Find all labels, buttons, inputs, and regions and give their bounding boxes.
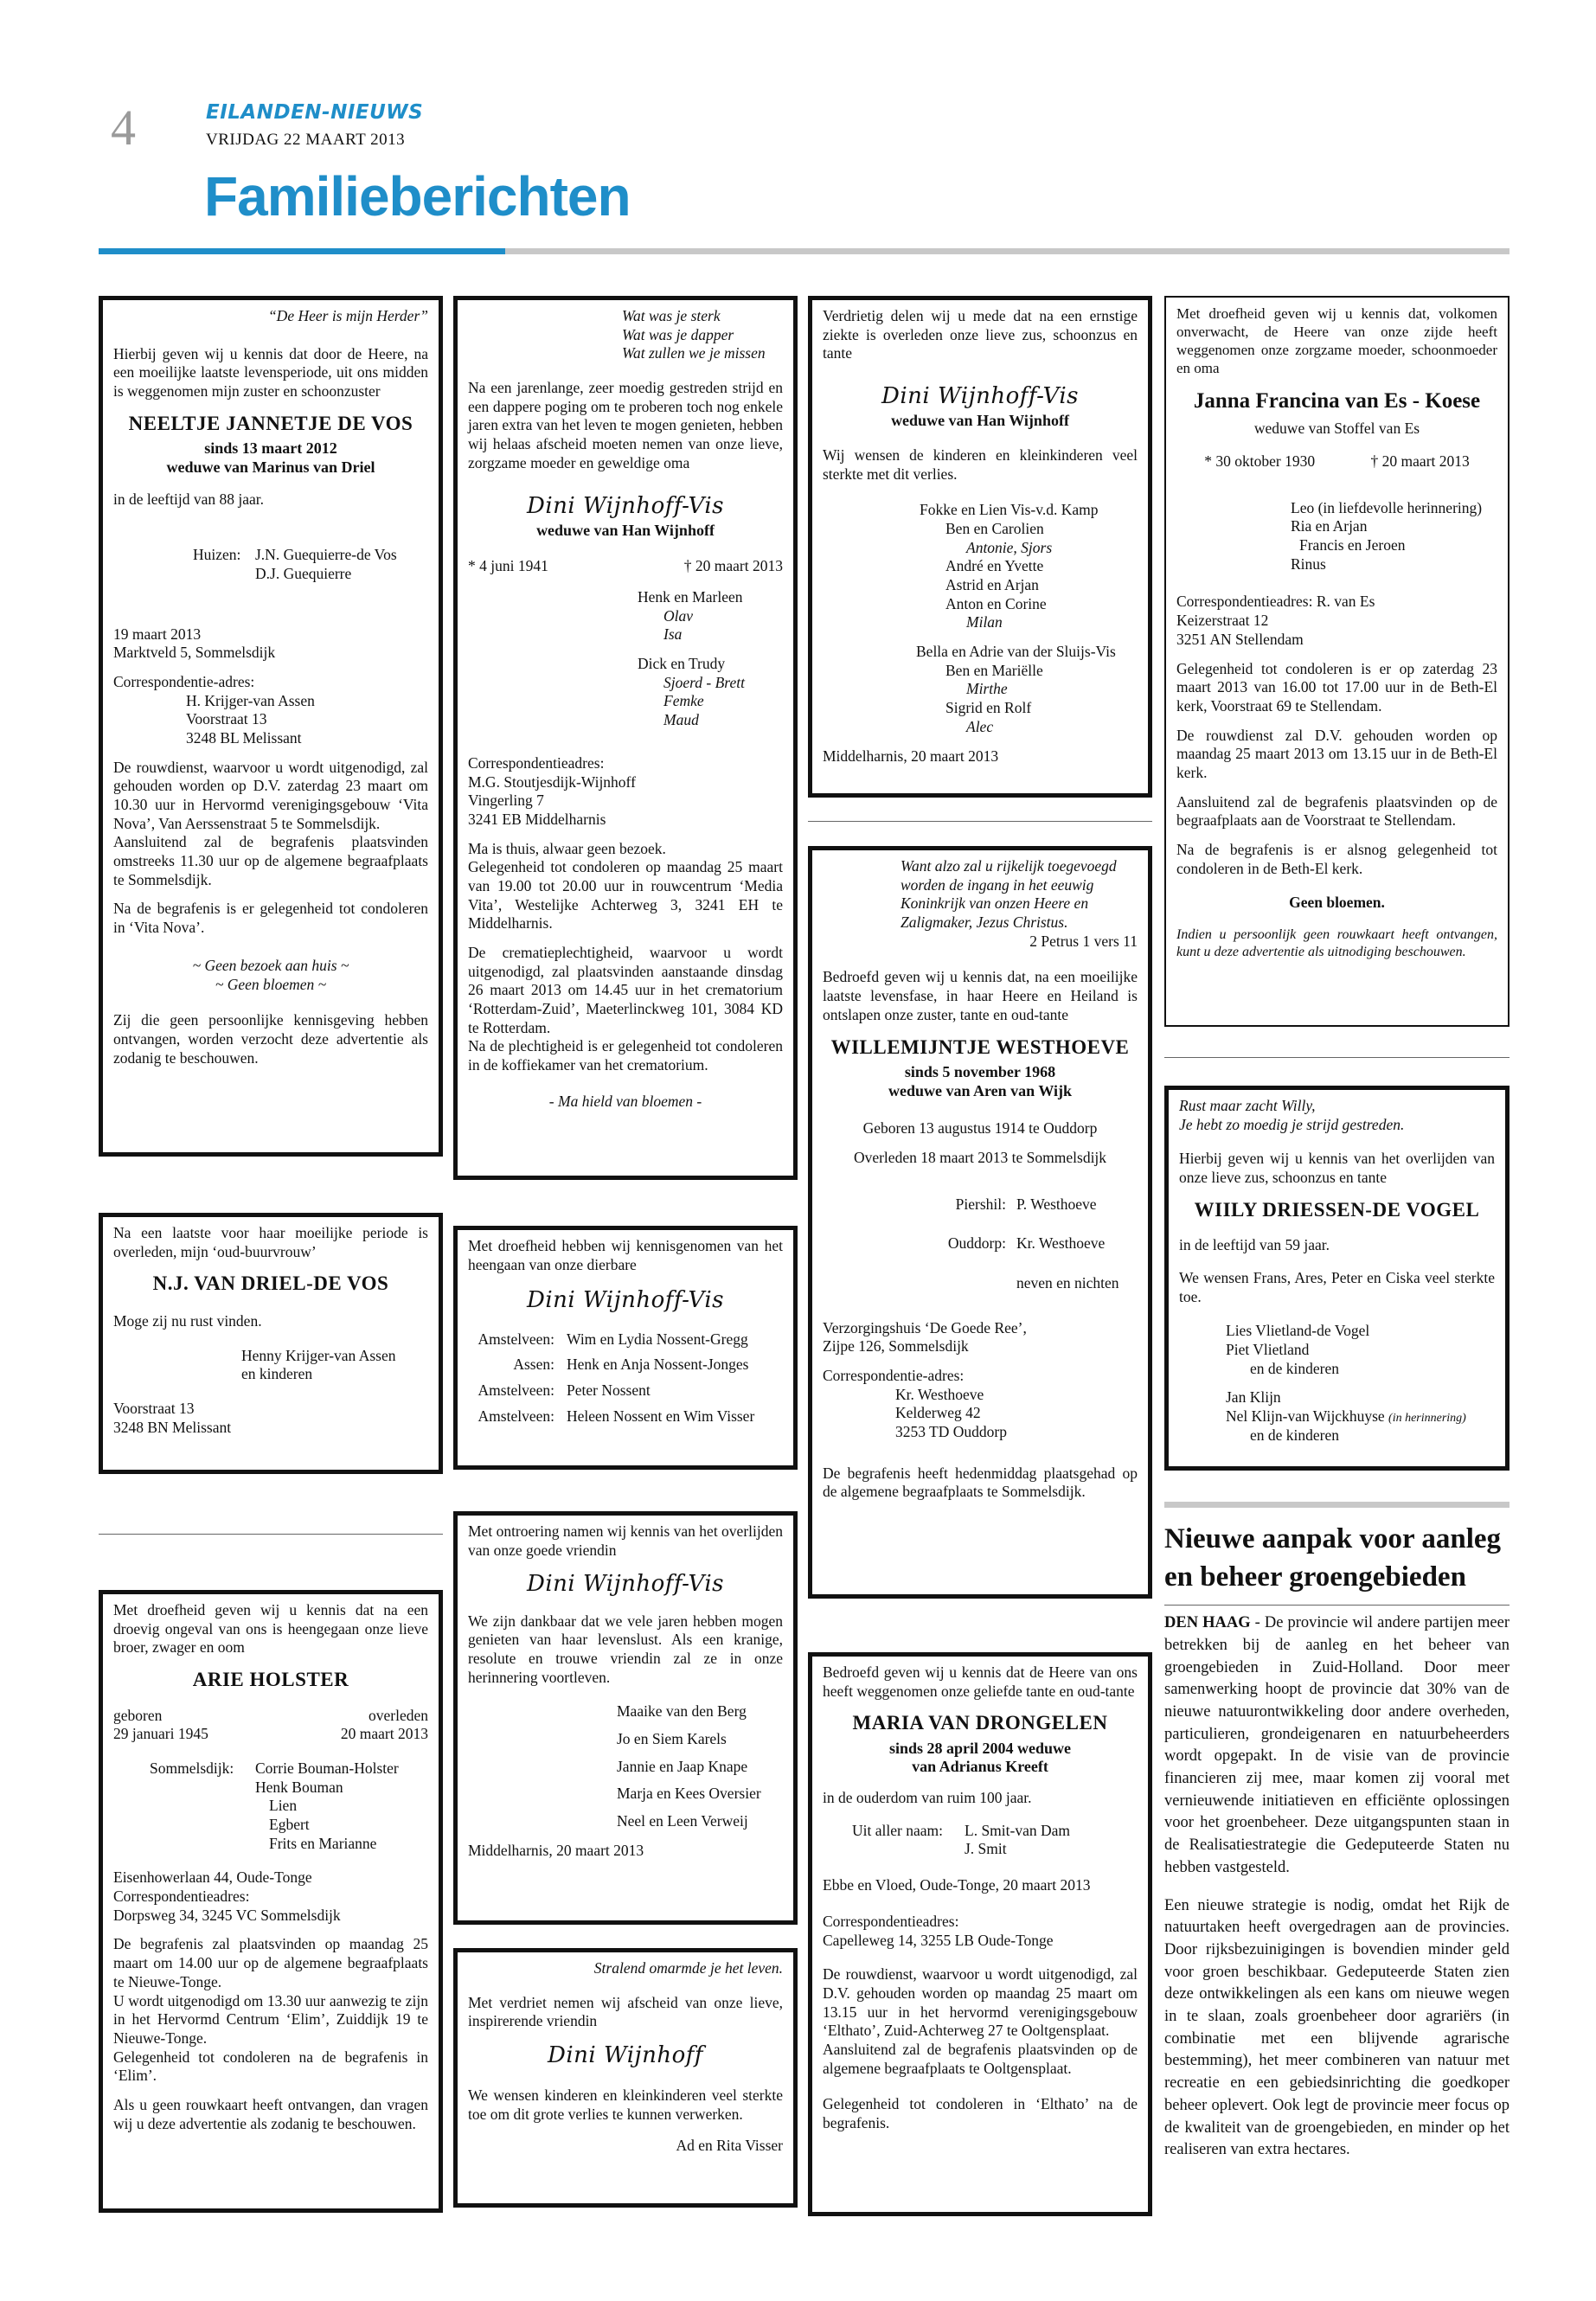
widow-of: weduwe van Marinus van Driel [166,458,375,476]
article-title-line: en beheer groengebieden [1164,1561,1466,1593]
family-name: Frits en Marianne [269,1834,377,1852]
born-label: geboren [113,1706,163,1724]
family-name: Anton en Corine [945,594,1047,612]
place-date: Ebbe en Vloed, Oude-Tonge, 20 maart 2013 [823,1876,1091,1894]
family-list [1176,499,1497,574]
family-name: Lies Vlietland-de Vogel [1226,1322,1370,1340]
notice-quote: “De Heer is mijn Herder” [267,307,428,324]
corr-line: 3241 EB Middelharnis [468,810,606,828]
masthead-logo: EILANDEN-NIEUWS [206,101,424,124]
died-label: overleden [369,1706,428,1724]
condole-info: Na de begrafenis is er gelegenheid tot condoleren in ‘Vita Nova’. [113,900,428,937]
notice-intro: Bedroefd geven wij u kennis dat de Heere van ons heeft weggenomen onze geliefde tante en oud-tante [823,1663,1138,1700]
friend-name: Jo en Siem Karels [617,1730,727,1748]
family-name: L. Smit-van Dam [965,1821,1070,1839]
family-name: Henk en Anja Nossent-Jonges [567,1356,749,1374]
notice-intro: Met verdriet nemen wij afscheid van onze lieve, inspirerende vriendin [468,1993,783,2030]
notice-intro: Met droefheid geven wij u kennis dat na een droevig ongeval van ons is heengegaan onze lieve broer, zwager en oom [113,1601,428,1657]
signature: Henny Krijger-van Assen [241,1346,396,1364]
deceased-name: WIILY DRIESSEN-DE VOGEL [1194,1198,1480,1221]
age-text: in de leeftijd van 59 jaar. [1179,1236,1330,1254]
child-name: Henk en Marleen [638,588,743,606]
family-name: J. Smit [965,1840,1007,1858]
corr-label: Correspondentieadres: [823,1912,959,1930]
bible-reference: 2 Petrus 1 vers 11 [1029,932,1138,950]
notice-intro: Met droefheid geven wij u kennis dat, volkomen onverwacht, de Heere van onze zijde heeft weggenomen onze zorgzame moeder, schoonmoeder en oma [1176,305,1497,377]
family-name: Mirthe [966,680,1008,698]
quote-line: Wat zullen we je missen [622,344,766,362]
life-dates [113,1707,428,1744]
died-date: † 20 maart 2013 [1370,452,1470,470]
widow-of: weduwe van Aren van Wijk [888,1081,1073,1099]
grandchild-name: Maud [663,711,699,729]
notice-intro: Verdrietig delen wij u mede dat na een ernstige ziekte is overleden onze lieve zus, schoonzus en tante [823,307,1138,362]
notice-westhoeve [808,846,1152,1599]
place-label: Huizen: [193,546,241,564]
flowers-line: - Ma hield van bloemen - [548,1092,702,1110]
widow-of: weduwe van Han Wijnhoff [891,412,1069,430]
family-name: André en Yvette [945,557,1044,575]
family-name: Wim en Lydia Nossent-Gregg [567,1330,748,1348]
place-date: Middelharnis, 20 maart 2013 [468,1841,644,1859]
family-name: Ria en Arjan [1291,517,1368,535]
cremation-info: De crematieplechtigheid, waarvoor u wordt uitgenodigd, zal plaatsvinden aanstaande dinsdag 26 maart 2013 om 14.45 uur in het crematorium ‘Rotterdam-Zuid’, Maeterlinckweg 101, 3084 KD te Rotterdam. [468,944,783,1036]
place-label: Assen: [513,1356,554,1374]
notice-holster [99,1590,443,2213]
deceased-name-script: Dini Wijnhoff-Vis [527,492,724,519]
notice-dini-family [453,296,798,1180]
quote-line: Wat was je sterk [622,307,721,324]
service-info: De rouwdienst zal D.V. gehouden worden op maandag 25 maart 2013 om 13.15 uur in de Beth-El kerk. [1176,726,1497,781]
age-text: in de leeftijd van 88 jaar. [113,490,264,509]
after-info: Na de begrafenis is er alsnog gelegenheid tot condoleren in de Beth-El kerk. [1176,841,1497,877]
article-paragraph [1164,1612,1509,1879]
notice-intro: Na een laatste voor haar moeilijke periode is overleden, mijn ‘oud-buurvrouw’ [113,1224,428,1260]
notice-intro: Na een jarenlange, zeer moedig gestreden strijd en een dappere poging om te proberen toch nog enkele jaren extra van het leven te mogen genieten, hebben wij helaas afscheid moeten nemen van onze lieve, zorgzame moeder en geweldige oma [468,379,783,471]
notice-intro: Met ontroering namen wij kennis van het overlijden van onze goede vriendin [468,1522,784,1559]
family-name: Antonie, Sjors [966,538,1053,556]
date-line: 19 maart 2013 [113,625,202,643]
family-name: J.N. Guequierre-de Vos [255,546,397,564]
notice-driessen [1164,1086,1509,1471]
notice-quote: Stralend omarmde je het leven. [593,1959,783,1977]
corr-line: 3253 TD Ouddorp [895,1423,1007,1441]
age-text: in de ouderdom van ruim 100 jaar. [823,1789,1032,1807]
corr-label: Correspondentieadres: [468,753,605,772]
born-block [113,1707,208,1744]
corr-line: 3251 AN Stellendam [1176,630,1304,648]
family-row [468,1330,783,1349]
header-rule-blue [99,248,505,254]
place-label: Uit aller naam: [852,1821,943,1839]
burial-info: Aansluitend zal de begrafenis plaatsvinden op de begraafplaats aan de Voorstraat te Stellendam. [1176,792,1497,830]
notice-dini-nossent [453,1226,798,1470]
place-label: Amstelveen: [478,1407,554,1425]
notice-dini-visser [453,1948,798,2208]
deceased-name-script: Dini Wijnhoff [547,2042,704,2069]
family-name: en de kinderen [1250,1426,1340,1444]
no-flowers: Geen bloemen. [1289,894,1385,912]
quote-block [823,857,1138,933]
notice-dini-vis-family [808,296,1152,798]
family-name: Leo (in liefdevolle herinnering) [1291,498,1483,516]
friend-name: Jannie en Jaap Knape [617,1757,748,1775]
article-paragraph: Een nieuwe strategie is nodig, omdat het Rijk de natuurtaken heeft overgedragen aan de provincies. Door rijksbezuinigingen is bovendien minder geld voor groen beschikbaar. Gedeputeerde Staten zien deze ontwikkelingen als een kans om nieuwe wegen in te slaan, zoals groenbeheer door agrariërs (in combinatie met een blijvende agrarische bestemming), het meer combineren van natuur met recreatie en een gebiedsinrichting die goedkoper beheer oplevert. Ook legt de provincie meer focus op de kwaliteit van de groengebieden, en minder op het realiseren van extra hectares. [1164,1896,1509,2159]
deceased-name: N.J. VAN DRIEL-DE VOS [152,1272,389,1295]
condole-info: Gelegenheid tot condoleren is er op zaterdag 23 maart 2013 van 16.00 tot 17.00 uur in de Beth-El kerk, Voorstraat 69 te Stellendam. [1176,659,1497,715]
corr-line: Capelleweg 14, 3255 LB Oude-Tonge [823,1931,1054,1949]
no-flowers: ~ Geen bloemen ~ [215,975,327,993]
article-dateline: DEN HAAG [1164,1614,1251,1632]
died-block [341,1707,428,1744]
corr-label: Correspondentie-adres: [823,1367,965,1385]
article-text: - De provincie wil andere partijen meer betrekken bij de aanleg en het beheer van groengebieden in Zuid-Holland. Door meer samenwerking hoopt de provincie dat 30% van de nieuwe natuurontwikkeling door andere overheden, particulieren, grondeigenaren en natuurbeheerders wordt opgepakt. In de visie van de provincie financieren zij mee, maar komen zij vooral met vernieuwende initiatieven en efficiënte oplossingen voor het groenbeheer. Deze uitgangspunten staan in de Realisatiestrategie die Gedeputeerde Staten nu hebben vastgesteld. [1164,1614,1509,1876]
column-separator [99,1534,443,1535]
family-name: Francis en Jeroen [1299,536,1406,554]
corr-label: Correspondentieadres: [113,1888,250,1906]
family-row [468,1356,783,1375]
family-name: Kr. Westhoeve [1016,1234,1106,1253]
corr-line: H. Krijger-van Assen [186,691,315,709]
died-info: Overleden 18 maart 2013 te Sommelsdijk [853,1148,1107,1166]
friend-name: Marja en Kees Oversier [617,1785,761,1803]
article-rule-grey [1164,1502,1509,1508]
quote-line: Wat was je dapper [622,325,734,343]
memorial-note: (in herinnering) [1388,1412,1466,1426]
family-name: Sigrid en Rolf [945,699,1032,717]
quote-line: Want alzo zal u rijkelijk toegevoegd [901,857,1117,875]
friend-name: Neel en Leen Verweij [617,1812,748,1830]
widow-of: weduwe van Stoffel van Es [1253,420,1420,438]
condole-info: Gelegenheid tot condoleren in ‘Elthato’ na de begrafenis. [823,2095,1138,2132]
deceased-name-script: Dini Wijnhoff-Vis [527,1571,724,1598]
burial-info: De begrafenis zal plaatsvinden op maandag 25 maart om 14.00 uur op de algemene begraafplaats te Nieuwe-Tonge. [113,1935,428,1990]
quote-line: Koninkrijk van onzen Heere en [901,894,1089,913]
corr-line: Kelderweg 42 [895,1404,981,1422]
notice-van-es-koese [1164,296,1509,1027]
article-groengebieden [1164,1521,1509,2172]
service-info: De rouwdienst, waarvoor u wordt uitgenodigd, zal D.V. gehouden worden op maandag 25 maart om 13.15 uur in het hervormd verenigingsgebouw ‘Elthato’, Zuid-Achterweg 27 te Ooltgensplaat. [823,1965,1138,2040]
burial-info: Aansluitend zal de begrafenis plaatsvinden op de algemene begraafplaats te Ooltgensplaat. [823,2040,1138,2077]
notice-intro: Bedroefd geven wij u kennis dat, na een moeilijke laatste levensfase, in haar Heere en Heiland is ontslapen onze zuster, tante en oud-tante [823,968,1138,1023]
life-dates [1176,452,1497,471]
family-names [255,546,397,583]
page-number: 4 [111,99,136,156]
born-date: 29 januari 1945 [113,1725,208,1743]
place-label: Amstelveen: [478,1381,554,1399]
family-list [1179,1322,1495,1445]
family-name: Egbert [269,1816,310,1834]
service-info: De rouwdienst, waarvoor u wordt uitgenodigd, zal gehouden worden op D.V. zaterdag 23 maart om 10.30 uur in Hervormd verenigingsgebouw ‘Vita Nova’, Van Aerssenstraat 5 te Sommelsdijk. [113,758,428,832]
place-label: Ouddorp: [947,1234,1006,1253]
corr-line: Correspondentieadres: R. van Es [1176,593,1375,611]
family-name: Milan [966,613,1003,631]
friend-name: Maaike van den Berg [617,1702,747,1721]
notice-intro: Hierbij geven wij u kennis dat door de Heere, na een moeilijke laatste levensperiode, uit ons midden is weggenomen mijn zuster en schoonzuster [113,344,428,401]
gather-info: U wordt uitgenodigd om 13.30 uur aanwezig te zijn in het Hervormd Centrum ‘Elim’, Zuiddijk 19 te Nieuwe-Tonge. [113,1991,428,2047]
widow-since: sinds 13 maart 2012 [204,439,337,458]
notice-note: Zij die geen persoonlijke kennisgeving hebben ontvangen, worden verzocht deze advertentie als zodanig te beschouwen. [113,1011,428,1067]
corr-line: Vingerling 7 [468,792,544,810]
died-date: † 20 maart 2013 [683,557,783,575]
family-name: Fokke en Lien Vis-v.d. Kamp [920,501,1099,519]
family-name: Rinus [1291,554,1326,573]
notice-note: Als u geen rouwkaart heeft ontvangen, dan vragen wij u deze advertentie als zodanig te beschouwen. [113,2095,428,2132]
family-name: Corrie Bouman-Holster [255,1759,399,1777]
grandchild-name: Femke [663,692,704,710]
widow-of: weduwe van Han Wijnhoff [536,521,715,539]
rest-text: Moge zij nu rust vinden. [113,1311,262,1330]
family-row [468,1407,783,1426]
born-date: * 4 juni 1941 [468,557,548,575]
born-date: * 30 oktober 1930 [1204,452,1316,470]
signature: en kinderen [241,1365,313,1383]
widow-of: van Adrianus Kreeft [912,1758,1048,1776]
signature: Ad en Rita Visser [676,2136,783,2154]
issue-date: VRIJDAG 22 MAART 2013 [206,131,406,149]
family-list [823,501,1138,736]
grandchild-name: Olav [663,606,694,625]
article-title-rule [1164,1605,1509,1606]
family-name: Henk Bouman [255,1778,343,1796]
child-name: Dick en Trudy [638,655,726,673]
burial-info: Aansluitend zal de begrafenis plaatsvinden omstreeks 11.30 uur op de algemene begraafplaats te Sommelsdijk. [113,833,428,888]
family-name: Jan Klijn [1226,1388,1281,1407]
deceased-name: MARIA VAN DRONGELEN [852,1712,1108,1734]
notice-wish: Wij wensen de kinderen en kleinkinderen veel sterkte met dit verlies. [823,445,1138,483]
column-separator [1164,1057,1509,1058]
born-info: Geboren 13 augustus 1914 te Ouddorp [862,1119,1098,1138]
after-info: Na de plechtigheid is er gelegenheid tot condoleren in de koffiekamer van het crematorium. [468,1037,783,1074]
notice-van-drongelen [808,1652,1152,2216]
family-name-row [1226,1407,1495,1426]
place-label: Sommelsdijk: [150,1759,234,1777]
quote-line: Je hebt zo moedig je strijd gestreden. [1179,1115,1405,1133]
notice-intro: Hierbij geven wij u kennis van het overlijden van onze lieve zus, schoonzus en tante [1179,1150,1495,1187]
deceased-name: Janna Francina van Es - Koese [1193,389,1481,413]
family-row [468,1381,783,1400]
notice-de-vos [99,296,443,1157]
family-name: Lien [269,1797,298,1815]
deceased-name: WILLEMIJNTJE WESTHOEVE [830,1035,1130,1058]
burial-info: De begrafenis heeft hedenmiddag plaatsgehad op de algemene begraafplaats te Sommelsdijk. [823,1464,1138,1501]
quote-line: Zaligmaker, Jezus Christus. [901,913,1068,932]
home-address: Eisenhowerlaan 44, Oude-Tonge [113,1868,312,1887]
widow-since: sinds 5 november 1968 [904,1063,1056,1081]
article-title-line: Nieuwe aanpak voor aanleg [1164,1523,1502,1554]
family-names [965,1822,1070,1859]
relatives: neven en nichten [1016,1273,1119,1292]
grandchild-name: Isa [663,625,683,644]
deceased-name-script: Dini Wijnhoff-Vis [881,383,1079,410]
notice-body: We zijn dankbaar dat we vele jaren hebben mogen genieten van haar levenslust. Als een kranige, resolute en trouwe vriendin zal ze in onze herinnering voortleven. [468,1612,783,1686]
family-name: Nel Klijn-van Wijckhuyse [1226,1407,1385,1426]
corr-line: 3248 BL Melissant [186,728,302,747]
family-huizen [113,546,428,583]
deceased-name: ARIE HOLSTER [192,1669,349,1691]
home-address: Marktveld 5, Sommelsdijk [113,644,276,662]
family-name: Piet Vlietland [1226,1341,1310,1359]
grandchild-name: Sjoerd - Brett [663,673,745,691]
home-line: Verzorgingshuis ‘De Goede Ree’, [823,1318,1027,1336]
notice-dini-friends [453,1511,798,1925]
deceased-name: NEELTJE JANNETJE DE VOS [128,412,413,434]
home-info: Ma is thuis, alwaar geen bezoek. [468,839,666,857]
condole-info: Gelegenheid tot condoleren op maandag 25 maart van 19.00 tot 20.00 uur in rouwcentrum ‘Media Vita’, Westelijke Achterweg 3, 3241 EH te Middelharnis. [468,858,783,933]
family-name: Alec [966,717,994,735]
notice-note: Indien u persoonlijk geen rouwkaart heeft ontvangen, kunt u deze advertentie als uitnodiging beschouwen. [1176,927,1497,959]
corr-line: M.G. Stoutjesdijk-Wijnhoff [468,772,636,791]
family-name: Astrid en Arjan [945,576,1039,594]
family-row [823,1234,1138,1253]
no-visit: ~ Geen bezoek aan huis ~ [192,956,349,974]
corr-line: Dorpsweg 34, 3245 VC Sommelsdijk [113,1906,341,1924]
widow-since: sinds 28 april 2004 weduwe [888,1739,1072,1757]
friends-list [468,1702,783,1830]
header-rule-grey [505,248,1509,254]
family-name: D.J. Guequierre [255,564,352,582]
deceased-name-script: Dini Wijnhoff-Vis [527,1287,724,1314]
notice-intro: Met droefheid hebben wij kennisgenomen van het heengaan van onze dierbare [468,1237,783,1273]
quote-line: worden de ingang in het eeuwig [901,875,1094,894]
column-separator [808,821,1152,822]
notice-wish: We wensen Frans, Ares, Peter en Ciska veel sterkte toe. [1179,1268,1495,1305]
notice-van-driel [99,1213,443,1474]
corr-line: Kr. Westhoeve [895,1385,984,1403]
place-label: Amstelveen: [478,1330,554,1348]
family-name: Ben en Mariëlle [945,661,1043,679]
died-date: 20 maart 2013 [340,1725,428,1743]
family-row [823,1195,1138,1215]
family-row [823,1822,1138,1859]
place-date: Middelharnis, 20 maart 2013 [823,747,999,765]
life-dates [468,557,783,576]
family-name: Ben en Carolien [945,519,1044,537]
home-line: Zijpe 126, Sommelsdijk [823,1337,969,1356]
family-name: P. Westhoeve [1016,1195,1097,1213]
family-name: Bella en Adrie van der Sluijs-Vis [916,643,1116,661]
notice-body: We wensen kinderen en kleinkinderen veel sterkte toe om dit grote verlies te kunnen verwerken. [468,2086,783,2123]
children-list [468,588,783,730]
corr-line: Voorstraat 13 [186,710,267,728]
quote-line: Rust maar zacht Willy, [1179,1097,1316,1114]
section-title: Familieberichten [204,165,631,228]
address-line: Voorstraat 13 [113,1399,195,1417]
condole-info: Gelegenheid tot condoleren na de begrafenis in ‘Elim’. [113,2048,428,2085]
corr-line: Keizerstraat 12 [1176,612,1269,630]
corr-label: Correspondentie-adres: [113,672,255,690]
family-name: Peter Nossent [567,1381,651,1399]
family-name: en de kinderen [1250,1359,1340,1377]
family-sommelsdijk [113,1759,428,1853]
place-label: Piershil: [955,1195,1006,1213]
family-name: Heleen Nossent en Wim Visser [567,1407,755,1425]
address-line: 3248 BN Melissant [113,1418,232,1436]
family-names [255,1759,399,1853]
